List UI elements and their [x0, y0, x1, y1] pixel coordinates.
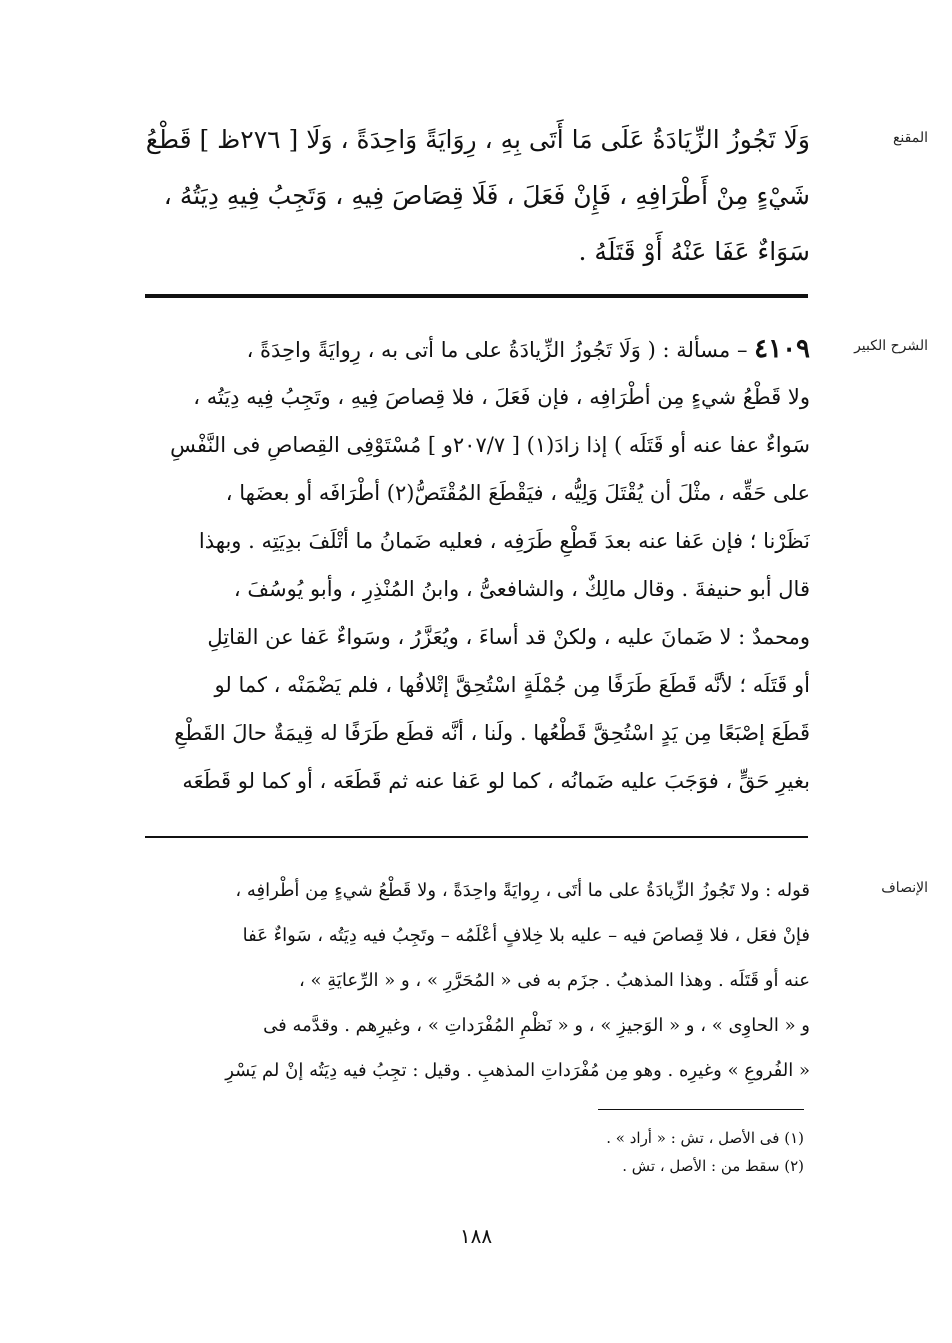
section-divider-thin — [145, 836, 808, 838]
label-insaf: الإنصاف — [881, 880, 928, 896]
sharh-line: على حَقِّه ، مثْلَ أن يُقْتَلَ وَلِيُّه ، فيَقْطَعَ المُقْتَصُّ(٢) أطْرَافَه أو بعضَها ، — [225, 481, 810, 505]
sharh-first-line-text: – مسألة : ( وَلَا تَجُوزُ الزِّيادَةُ على ما أتى به ، رِوايَةً واحِدَةً ، — [246, 338, 755, 362]
sharh-text — [130, 325, 810, 805]
sharh-line: أو قَتَلَه ؛ لأنَّه قَطَعَ طَرَفًا مِن جُمْلَةٍ اسْتُحِقَّ إتْلافُها ، فلم يَضْمَنْه ، كما لو — [214, 673, 810, 697]
insaf-line: قوله : ولا تَجُوزُ الزِّيادَةُ على ما أتَى ، رِوايَةً واحِدَةً ، ولا قَطْعُ شيءٍ مِن أطْرافِه ، — [235, 880, 810, 901]
insaf-line: و « الحاوِى » ، و « الوَجيزِ » ، و « نَظْمِ المُفْرَداتِ » ، وغيرِهم . وقدَّمه فى — [263, 1015, 810, 1036]
sharh-first-line — [130, 325, 810, 373]
issue-number: ٤١٠٩ — [754, 334, 810, 364]
page-number: ١٨٨ — [459, 1224, 493, 1248]
footnote: (٢) سقط من : الأصل ، تش . — [622, 1157, 804, 1175]
footnote-divider — [598, 1109, 804, 1110]
muqni-line: وَلَا تَجُوزُ الزِّيَادَةُ عَلَى مَا أَتَى بِهِ ، رِوَايَةً وَاحِدَةً ، وَلَا [ ٢٧٦ظ ] قَطْعُ — [145, 125, 810, 154]
sharh-line: ولا قَطْعُ شيءٍ مِن أطْرَافِه ، فإن فَعَلَ ، فلا قِصاصَ فِيهِ ، وتَجِبُ فِيه دِيَتُه ، — [193, 385, 810, 409]
section-divider-thick — [145, 294, 808, 298]
sharh-line: ومحمدٌ : لا ضَمانَ عليه ، ولكنْ قد أساءَ ، ويُعَزَّرُ ، وسَواءٌ عَفا عن القاتِلِ — [207, 625, 810, 649]
label-muqni: المقنع — [892, 130, 928, 146]
muqni-line: شَيْءٍ مِنْ أَطْرَافِهِ ، فَإِنْ فَعَلَ ، فَلَا قِصَاصَ فِيهِ ، وَتَجِبُ فِيهِ دِيَتُهُ ، — [163, 181, 810, 210]
sharh-line: قَطَعَ إصْبَعًا مِن يَدٍ اسْتُحِقَّ قَطْعُها . ولَنا ، أنَّه قطَع طَرَفًا له قِيمَةٌ حالَ القَطْعِ — [174, 721, 810, 745]
muqni-text — [130, 112, 810, 280]
muqni-line: سَوَاءٌ عَفَا عَنْهُ أَوْ قَتَلَهُ . — [578, 237, 810, 266]
sharh-line: قال أبو حنيفةَ . وقال مالِكٌ ، والشافعىُّ ، وابنُ المُنْذِرِ ، وأبو يُوسُفَ ، — [233, 577, 810, 601]
sharh-line: سَواءٌ عفا عنه أو قَتَلَه ) إذا زادَ(١) [ ٢٠٧/٧و ] مُسْتَوْفِى القِصاصِ فى النَّفْسِ — [170, 433, 810, 457]
sharh-line: نَظَرْنا ؛ فإن عَفا عنه بعدَ قَطْعِ طَرَفِه ، فعليه ضَمانُ ما أتْلَفَ بدِيَتِه . وبهذا — [198, 529, 810, 553]
insaf-line: عنه أو قَتَلَه . وهذا المذهبُ . جزَم به فى « المُحَرَّرِ » ، و « الرِّعايَةِ » ، — [298, 970, 810, 991]
insaf-text — [130, 868, 810, 1093]
label-sharh: الشرح الكبير — [854, 338, 928, 354]
insaf-line: « الفُروعِ » وغيرِه . وهو مِن مُفْرَداتِ المذهبِ . وقيل : تجِبُ فيه دِيَتُه إنْ لم يَسْرِ — [225, 1060, 810, 1081]
footnotes — [400, 1124, 804, 1180]
sharh-line: بغيرِ حَقٍّ ، فوَجَبَ عليه ضَمانُه ، كما لو عَفا عنه ثم قَطَعَه ، أو كما لو قَطَعَه — [182, 769, 810, 793]
footnote: (١) فى الأصل ، تش : « أراد » . — [606, 1129, 804, 1147]
insaf-line: فإنْ فعَل ، فلا قِصاصَ فيه – عليه بلا خِلافٍ أعْلَمُه – وتَجِبُ فيه دِيَتُه ، سَواءٌ عَفا — [242, 925, 810, 946]
